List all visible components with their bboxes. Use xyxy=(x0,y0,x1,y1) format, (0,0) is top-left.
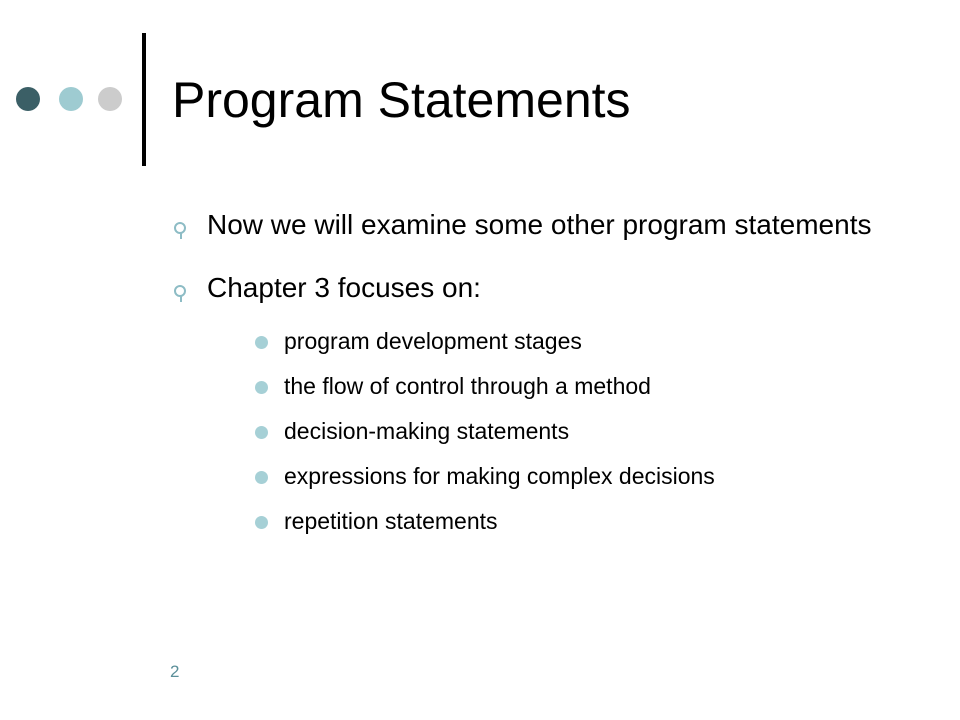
bullet-list xyxy=(172,208,892,551)
sub-bullet-dot-icon xyxy=(255,426,268,439)
sub-bullet-item xyxy=(207,461,892,492)
sub-bullet-text: program development stages xyxy=(284,328,582,354)
sub-bullet-text: repetition statements xyxy=(284,508,498,534)
bullet-marker-icon xyxy=(174,285,186,297)
sub-bullet-text: decision-making statements xyxy=(284,418,570,444)
title-divider-line xyxy=(142,33,146,166)
decorative-dot-gray xyxy=(98,87,122,111)
sub-bullet-dot-icon xyxy=(255,471,268,484)
bullet-text: Chapter 3 focuses on: xyxy=(207,272,481,303)
bullet-item xyxy=(172,208,892,241)
sub-bullet-text: the flow of control through a method xyxy=(284,373,651,399)
decorative-dot-dark xyxy=(16,87,40,111)
bullet-item xyxy=(172,271,892,537)
slide-title: Program Statements xyxy=(172,72,631,128)
sub-bullet-dot-icon xyxy=(255,516,268,529)
bullet-marker-icon xyxy=(174,222,186,234)
sub-bullet-dot-icon xyxy=(255,381,268,394)
sub-bullet-item xyxy=(207,371,892,402)
sub-bullet-item xyxy=(207,506,892,537)
decorative-dot-teal xyxy=(59,87,83,111)
sub-bullet-text: expressions for making complex decisions xyxy=(284,463,715,489)
bullet-text: Now we will examine some other program statements xyxy=(207,209,872,240)
sub-bullet-item xyxy=(207,326,892,357)
sub-bullet-item xyxy=(207,416,892,447)
sub-bullet-dot-icon xyxy=(255,336,268,349)
sub-bullet-list xyxy=(207,326,892,537)
page-number: 2 xyxy=(170,662,180,681)
